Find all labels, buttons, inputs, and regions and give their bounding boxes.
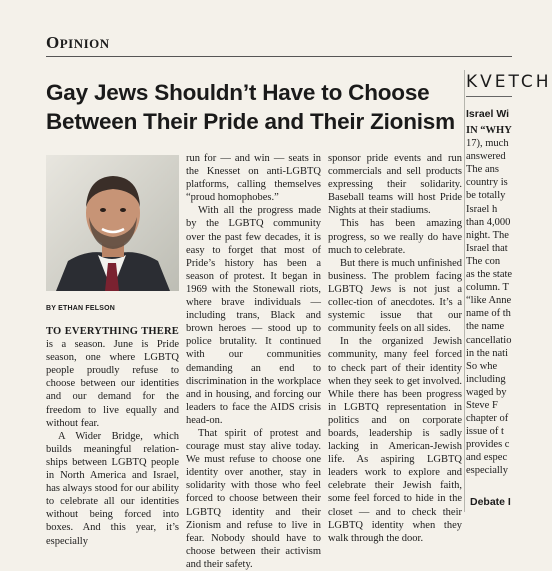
- sidebar-line: issue of t: [466, 426, 504, 438]
- paragraph: A Wider Bridge, which builds meaningful relation-ships between LGBTQ people in North America and Israel, has always stood for our ability to celebrate all our identities without being forced into boxes. And this year, it’s especially: [46, 430, 179, 547]
- author-photo: [46, 155, 179, 291]
- sidebar-body: [466, 124, 512, 478]
- sidebar-line: answered: [466, 151, 506, 163]
- sidebar-line: The ans: [466, 164, 499, 176]
- paragraph: But there is much unfinished business. The problem facing LGBTQ Jews is not just a collec-tion of anecdotes. It’s a systemic issue that our community feels on all sides.: [328, 257, 462, 335]
- sidebar-subtitle: Israel Wi: [466, 108, 510, 120]
- sidebar-line: waged by: [466, 386, 507, 398]
- sidebar-line: column. T: [466, 282, 509, 294]
- sidebar-line: than 4,000: [466, 216, 511, 228]
- sidebar-line: Steve F: [466, 399, 498, 411]
- sidebar-line: night. The: [466, 229, 509, 241]
- section-rule: [46, 56, 512, 57]
- column-divider: [464, 70, 465, 512]
- sidebar-line: name of th: [466, 308, 511, 320]
- sidebar-line: chapter of: [466, 413, 509, 425]
- article-column-2: [186, 152, 321, 571]
- sidebar-line: 17), much: [466, 138, 509, 150]
- sidebar-line: Israel that: [466, 242, 508, 254]
- byline: BY ETHAN FELSON: [46, 305, 115, 312]
- lead-in: TO EVERYTHING THERE: [46, 326, 179, 337]
- paragraph: That spirit of protest and courage must stay alive today. We must refuse to choose one identity over another, stay in solidarity with those who feel forced to choose between their LGBTQ identity and their Zionism and refuse to live in fear. Nobody should have to choose between their activism and their safety.: [186, 427, 321, 570]
- article-column-3: [328, 152, 462, 545]
- sidebar-line: country is: [466, 177, 508, 189]
- sidebar-line: “like Anne: [466, 295, 512, 307]
- sidebar-line: provides c: [466, 439, 510, 451]
- sidebar-title: KVETCH: [466, 72, 552, 92]
- paragraph: In the organized Jewish community, many feel forced to check part of their identity when they seek to get involved. While there has been progress in LGBTQ representation in politics and on corporate boards, leadership is sadly lacking in American-Jewish life. As aspiring LGBTQ leaders work to explore and celebrate their Jewish faith, some feel forced to hide in the closet — and to check their LGBTQ identity when they walk through the door.: [328, 336, 462, 544]
- paragraph: run for — and win — seats in the Knesset on anti-LGBTQ platforms, calling themselves “proud homophobes.”: [186, 153, 321, 204]
- sidebar-line: IN “WHY: [466, 125, 512, 136]
- sidebar-line: be totally: [466, 190, 506, 202]
- headline: Gay Jews Shouldn’t Have to Choose Between Their Pride and Their Zionism: [46, 80, 455, 134]
- paragraph: TO EVERYTHING THERE is a season. June is Pride season, one where LGBTQ people proudly refuse to choose between our identities and our demand for the freedom to live equally and without fear.: [46, 326, 179, 429]
- paragraph: This has been amazing progress, so we really do have much to celebrate.: [328, 218, 462, 256]
- paragraph: With all the progress made by the LGBTQ community over the past few decades, it is easy to forget that most of Pride’s history has been a season of protest. It began in 1969 with the Stonewall riots, where brave individuals — including trans, Black and brown heroes — stood up to police brutality. It continued with our communities demanding an end to discrimination in the workplace and in housing, and forcing our leaders to face the AIDS crisis head-on.: [186, 205, 321, 426]
- sidebar-line: and espec: [466, 452, 508, 464]
- sidebar-line: the name: [466, 321, 505, 333]
- sidebar-rule: [466, 96, 512, 97]
- sidebar-line: as the state: [466, 269, 513, 281]
- sidebar-footer: Debate I: [470, 496, 511, 508]
- paragraph: sponsor pride events and run commercials and sell products expressing their solidarity. Baseball teams will host Pride Nights at their stadiums.: [328, 153, 462, 217]
- sidebar-line: Israel h: [466, 203, 498, 215]
- sidebar-line: The con: [466, 255, 501, 267]
- article-column-1: [46, 325, 179, 548]
- sidebar-line: in the nati: [466, 347, 508, 359]
- sidebar-line: including: [466, 373, 506, 385]
- sidebar-line: cancellatio: [466, 334, 512, 346]
- sidebar-kvetch: [466, 72, 552, 478]
- section-label: OPINION: [46, 33, 110, 52]
- sidebar-line: So whe: [466, 360, 498, 372]
- sidebar-line: especially: [466, 465, 508, 477]
